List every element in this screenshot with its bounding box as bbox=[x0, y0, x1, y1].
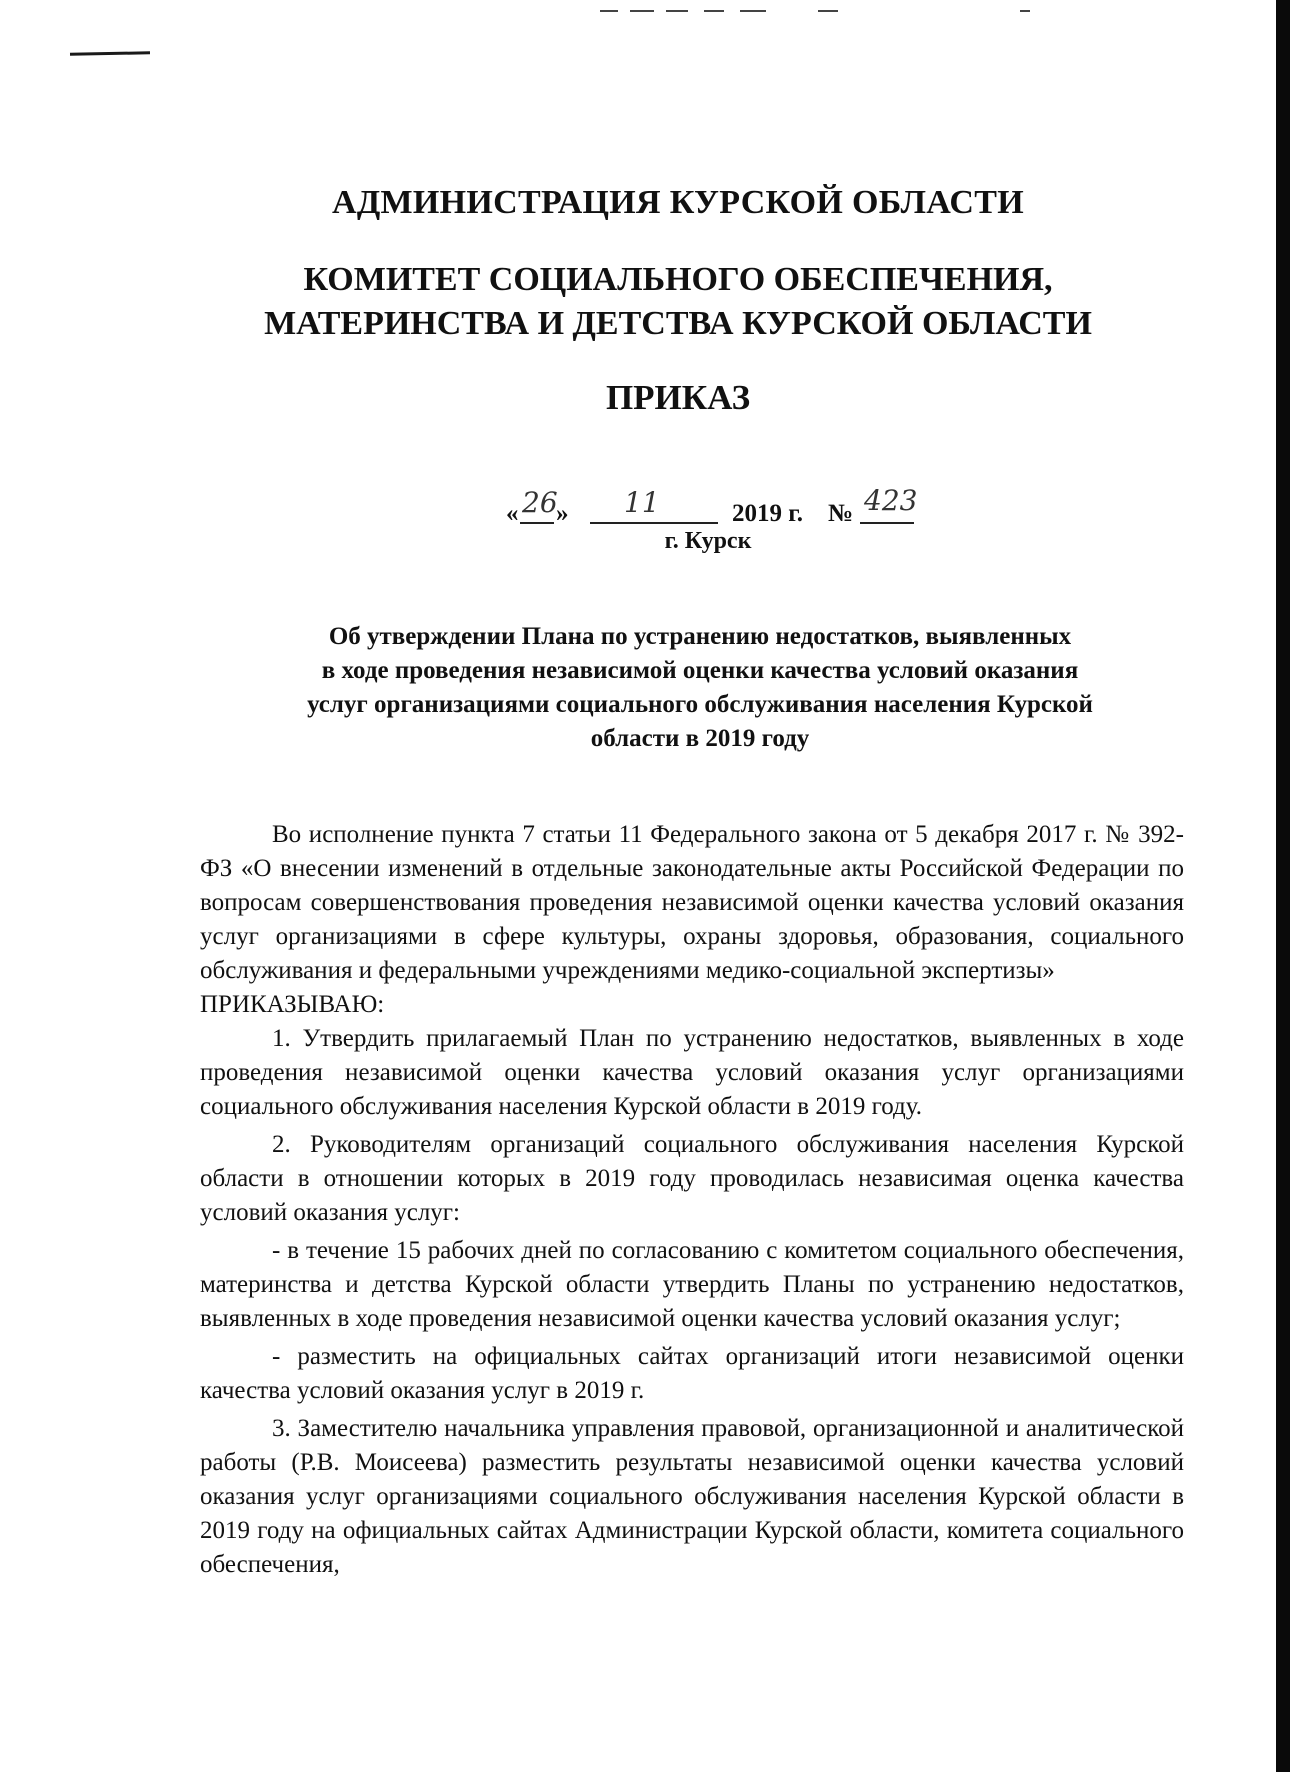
committee-title-line1: КОМИТЕТ СОЦИАЛЬНОГО ОБЕСПЕЧЕНИЯ, bbox=[303, 261, 1053, 298]
city: г. Курск bbox=[664, 528, 752, 554]
subject-line1: Об утверждении Плана по устранению недостатков, выявленных bbox=[328, 623, 1072, 650]
committee-title bbox=[0, 258, 1296, 346]
handwritten-day: 26 bbox=[522, 486, 558, 519]
handwritten-month: 11 bbox=[624, 486, 660, 519]
open-quote: « bbox=[506, 500, 519, 527]
preamble-paragraph: Во исполнение пункта 7 статьи 11 Федерального закона от 5 декабря 2017 г. № 392-ФЗ «О внесении изменений в отдельные законодательные акты Российской Федерации по вопросам совершенствования проведения независимой оценки качества условий оказания услуг организациями в сфере культуры, охраны здоровья, образования, социального обслуживания и федеральными учреждениями медико-социальной экспертизы» bbox=[200, 821, 1184, 984]
order-body bbox=[200, 818, 1184, 1582]
handwritten-number: 423 bbox=[864, 484, 918, 517]
subject-line2: в ходе проведения независимой оценки качества условий оказания bbox=[321, 657, 1079, 684]
administration-title: АДМИНИСТРАЦИЯ КУРСКОЙ ОБЛАСТИ bbox=[331, 184, 1025, 221]
item-2a-paragraph: - в течение 15 рабочих дней по согласованию с комитетом социального обеспечения, материнства и детства Курской области утвердить Планы по устранению недостатков, выявленных в ходе проведения независимой оценки качества условий оказания услуг; bbox=[200, 1237, 1184, 1332]
date-number-line bbox=[506, 484, 966, 532]
number-sign: № bbox=[828, 500, 854, 527]
item-2-paragraph: 2. Руководителям организаций социального обслуживания населения Курской области в отношении которых в 2019 году проводилась независимая оценка качества условий оказания услуг: bbox=[200, 1131, 1184, 1226]
subject-line4: области в 2019 году bbox=[590, 725, 810, 752]
order-subject bbox=[220, 620, 1180, 756]
subject-line3: услуг организациями социального обслуживания населения Курской bbox=[307, 691, 1093, 718]
day-underline bbox=[520, 522, 554, 524]
month-underline bbox=[590, 522, 718, 524]
item-3-paragraph: 3. Заместителю начальника управления правовой, организационной и аналитической работы (Р.В. Моисеева) разместить результаты независимой оценки качества условий оказания услуг организациями социального обслуживания населения Курской области в 2019 году на официальных сайтах Администрации Курской области, комитета социального обеспечения, bbox=[200, 1415, 1184, 1578]
number-underline bbox=[860, 522, 914, 524]
scan-margin-mark bbox=[70, 51, 150, 55]
order-word: ПРИКАЗЫВАЮ: bbox=[200, 991, 385, 1018]
item-2b-paragraph: - разместить на официальных сайтах организаций итоги независимой оценки качества условий оказания услуг в 2019 г. bbox=[200, 1343, 1184, 1404]
document-type: ПРИКАЗ bbox=[605, 378, 751, 417]
committee-title-line2: МАТЕРИНСТВА И ДЕТСТВА КУРСКОЙ ОБЛАСТИ bbox=[264, 305, 1092, 342]
scan-top-artifact bbox=[600, 10, 1040, 12]
item-1-paragraph: 1. Утвердить прилагаемый План по устранению недостатков, выявленных в ходе проведения независимой оценки качества условий оказания услуг организациями социального обслуживания населения Курской области в 2019 году. bbox=[200, 1025, 1184, 1120]
year-text: 2019 г. bbox=[732, 500, 804, 527]
close-quote: » bbox=[556, 500, 569, 527]
